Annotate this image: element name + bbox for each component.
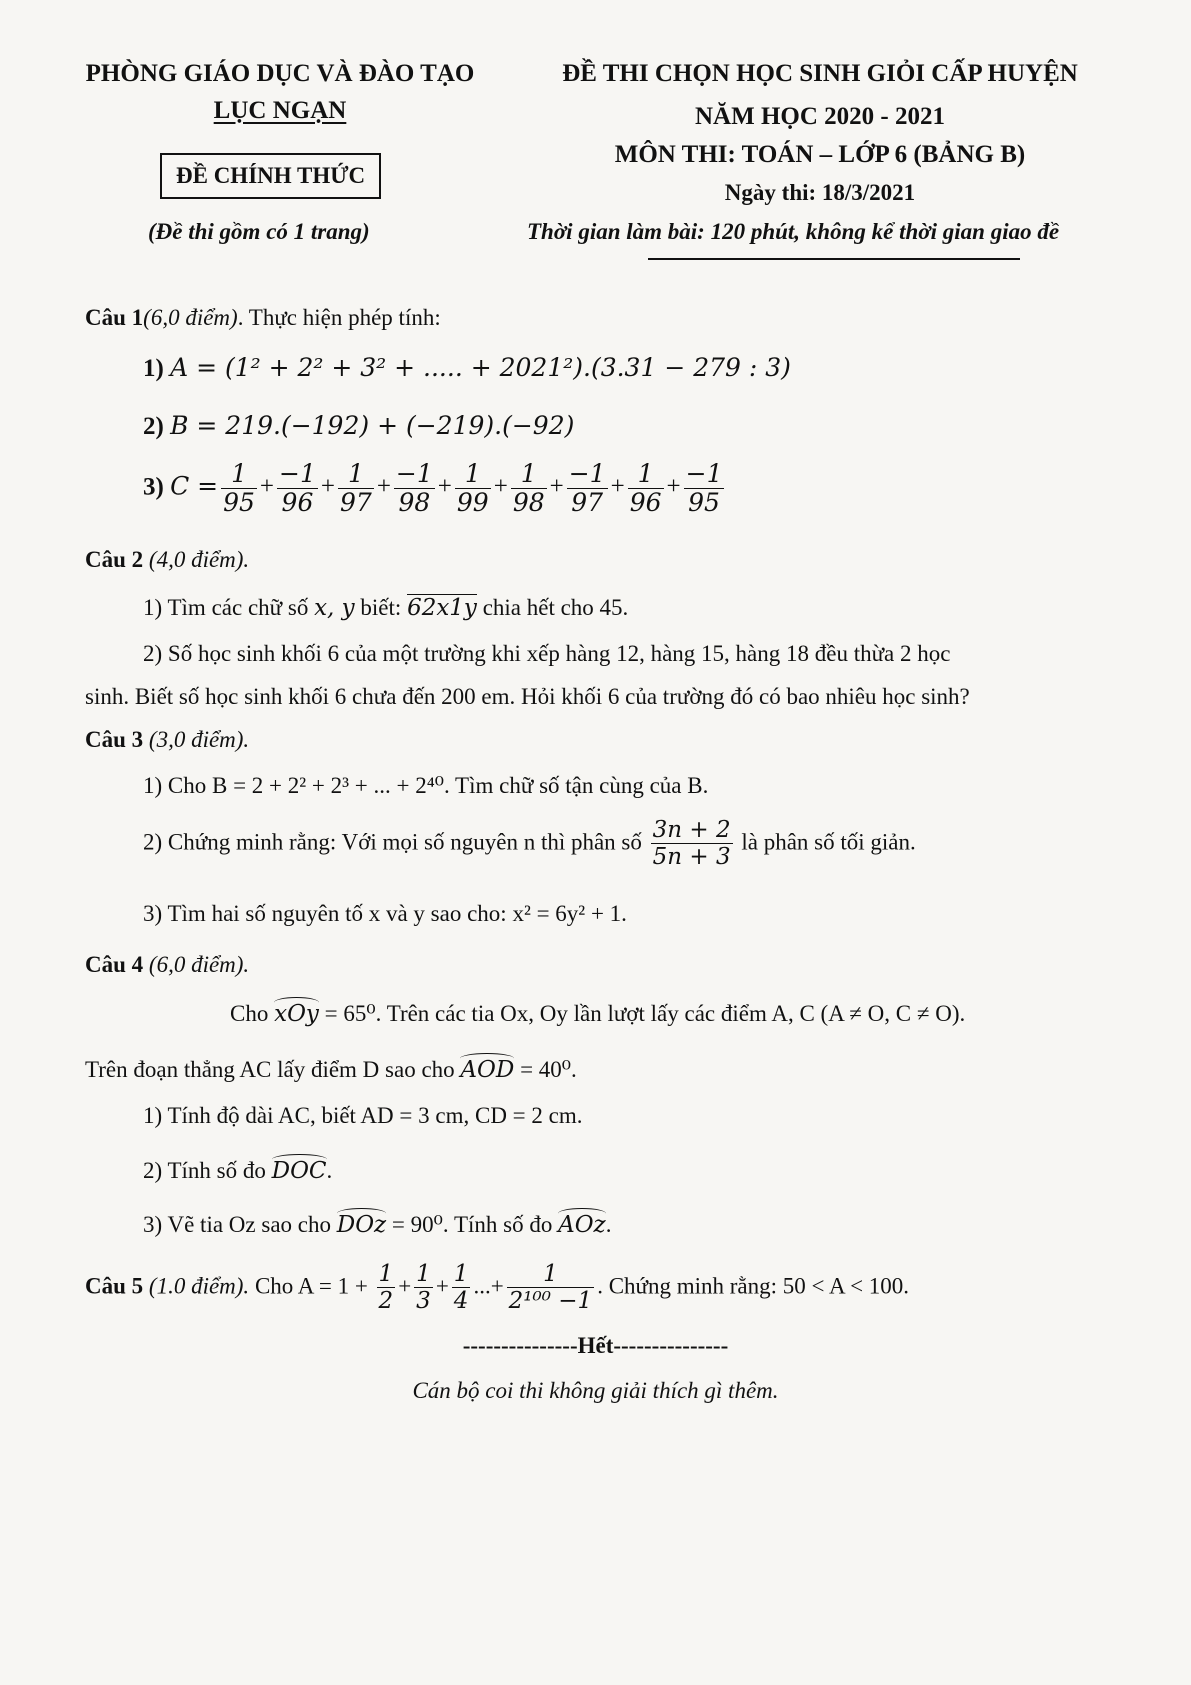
angle-aoz: AOz xyxy=(558,1212,606,1238)
plus-sign: + xyxy=(666,473,681,501)
q1-heading: Câu 1(6,0 điểm). Thực hiện phép tính: xyxy=(85,305,441,330)
fraction: $\frac{1}{95}$ xyxy=(223,459,255,517)
q1-item-1: 1) A = (1² + 2² + 3² + ..... + 2021²).(3.31 − 279 : 3) xyxy=(143,353,791,382)
q4-item-1: 1) Tính độ dài AC, biết AD = 3 cm, CD = 2 cm. xyxy=(143,1103,583,1128)
q2-heading: Câu 2 (4,0 điểm). xyxy=(85,547,250,572)
q3-item-1: 1) Cho B = 2 + 2² + 2³ + ... + 2⁴⁰. Tìm chữ số tận cùng của B. xyxy=(143,773,709,798)
q1-item-2: 2) B = 219.(−192) + (−219).(−92) xyxy=(143,411,575,440)
plus-sign: + xyxy=(376,473,391,501)
q1-item-3: 3) C = $\frac{1}{95}$ + $\frac{-1}{96}$ + $\frac{1}{97}$ + $\frac{-1}{98}$ + $\frac{1}{99}$ + $\frac{1}{98}$ + $\frac{-1}{97}$ + $\frac{1}{96}$ + $\frac{-1}{95}$ xyxy=(143,460,727,517)
angle-aod: AOD xyxy=(460,1057,515,1083)
fraction: $\frac{-1}{98}$ xyxy=(395,459,433,517)
fraction: $\frac{1}{97}$ xyxy=(340,459,372,517)
angle-xoy: xOy xyxy=(274,1001,319,1027)
fraction: $\frac{-1}{95}$ xyxy=(685,459,723,517)
fraction: $\frac{-1}{96}$ xyxy=(279,459,316,517)
plus-sign: + xyxy=(320,473,335,501)
q4-line-1: Cho xOy = 65⁰. Trên các tia Ox, Oy lần lượt lấy các điểm A, C (A ≠ O, C ≠ O). xyxy=(230,1001,966,1027)
overlined-number: 62x1y xyxy=(407,595,477,621)
q3-item-2: 2) Chứng minh rằng: Với mọi số nguyên n thì phân số $\frac{3n + 2}{5n + 3}$ là phân số tối giản. xyxy=(143,817,916,871)
q3-item-3: 3) Tìm hai số nguyên tố x và y sao cho: x² = 6y² + 1. xyxy=(143,901,627,926)
district-name: LỤC NGẠN xyxy=(213,97,347,124)
plus-sign: + xyxy=(493,473,508,501)
fraction: $\frac{1}{98}$ xyxy=(512,459,545,517)
time-limit: Thời gian làm bài: 120 phút, không kể thời gian giao đề xyxy=(527,219,1060,244)
end-mark: ---------------Hết--------------- xyxy=(462,1333,729,1358)
fraction: $\frac{1}{96}$ xyxy=(629,459,662,517)
q4-item-2: 2) Tính số đo DOC. xyxy=(143,1158,333,1184)
page-count-note: (Đề thi gồm có 1 trang) xyxy=(148,219,370,244)
school-year: NĂM HỌC 2020 - 2021 xyxy=(695,103,945,130)
angle-doz: DOz xyxy=(336,1212,387,1238)
q2-item-2-line-1: 2) Số học sinh khối 6 của một trường khi xếp hàng 12, hàng 15, hàng 18 đều thừa 2 học xyxy=(143,641,951,666)
fraction: $\frac{-1}{97}$ xyxy=(568,459,606,517)
q2-item-1: 1) Tìm các chữ số x, y biết: 62x1y chia hết cho 45. xyxy=(143,595,629,621)
header-divider xyxy=(648,258,1020,260)
q3-heading: Câu 3 (3,0 điểm). xyxy=(85,727,250,752)
q2-item-2-line-2: sinh. Biết số học sinh khối 6 chưa đến 200 em. Hỏi khối 6 của trường đó có bao nhiêu học sinh? xyxy=(85,684,970,709)
fraction: $\frac{1}{99}$ xyxy=(456,459,489,517)
footer-note: Cán bộ coi thi không giải thích gì thêm. xyxy=(412,1378,779,1403)
q5-statement: Câu 5 (1.0 điểm). Cho A = 1 + $\frac{1}{2}$ + $\frac{1}{3}$ + $\frac{1}{4}$ ...+ $\frac{1}{\text{2¹⁰⁰ −1}}$ . Chứng minh rằng: 50 < A < 100. xyxy=(85,1261,910,1315)
q4-line-2: Trên đoạn thẳng AC lấy điểm D sao cho AOD = 40⁰. xyxy=(85,1057,577,1083)
official-badge: ĐỀ CHÍNH THỨC xyxy=(160,153,381,199)
plus-sign: + xyxy=(610,473,625,501)
plus-sign: + xyxy=(437,473,452,501)
exam-title: ĐỀ THI CHỌN HỌC SINH GIỎI CẤP HUYỆN xyxy=(562,60,1078,87)
q4-item-3: 3) Vẽ tia Oz sao cho DOz = 90⁰. Tính số đo AOz. xyxy=(143,1212,612,1238)
department-name: PHÒNG GIÁO DỤC VÀ ĐÀO TẠO xyxy=(85,60,475,87)
plus-sign: + xyxy=(259,473,275,501)
exam-date: Ngày thi: 18/3/2021 xyxy=(724,180,916,205)
plus-sign: + xyxy=(549,473,564,501)
q4-heading: Câu 4 (6,0 điểm). xyxy=(85,952,250,977)
subject: MÔN THI: TOÁN – LỚP 6 (BẢNG B) xyxy=(614,141,1026,168)
angle-doc: DOC xyxy=(271,1158,327,1184)
